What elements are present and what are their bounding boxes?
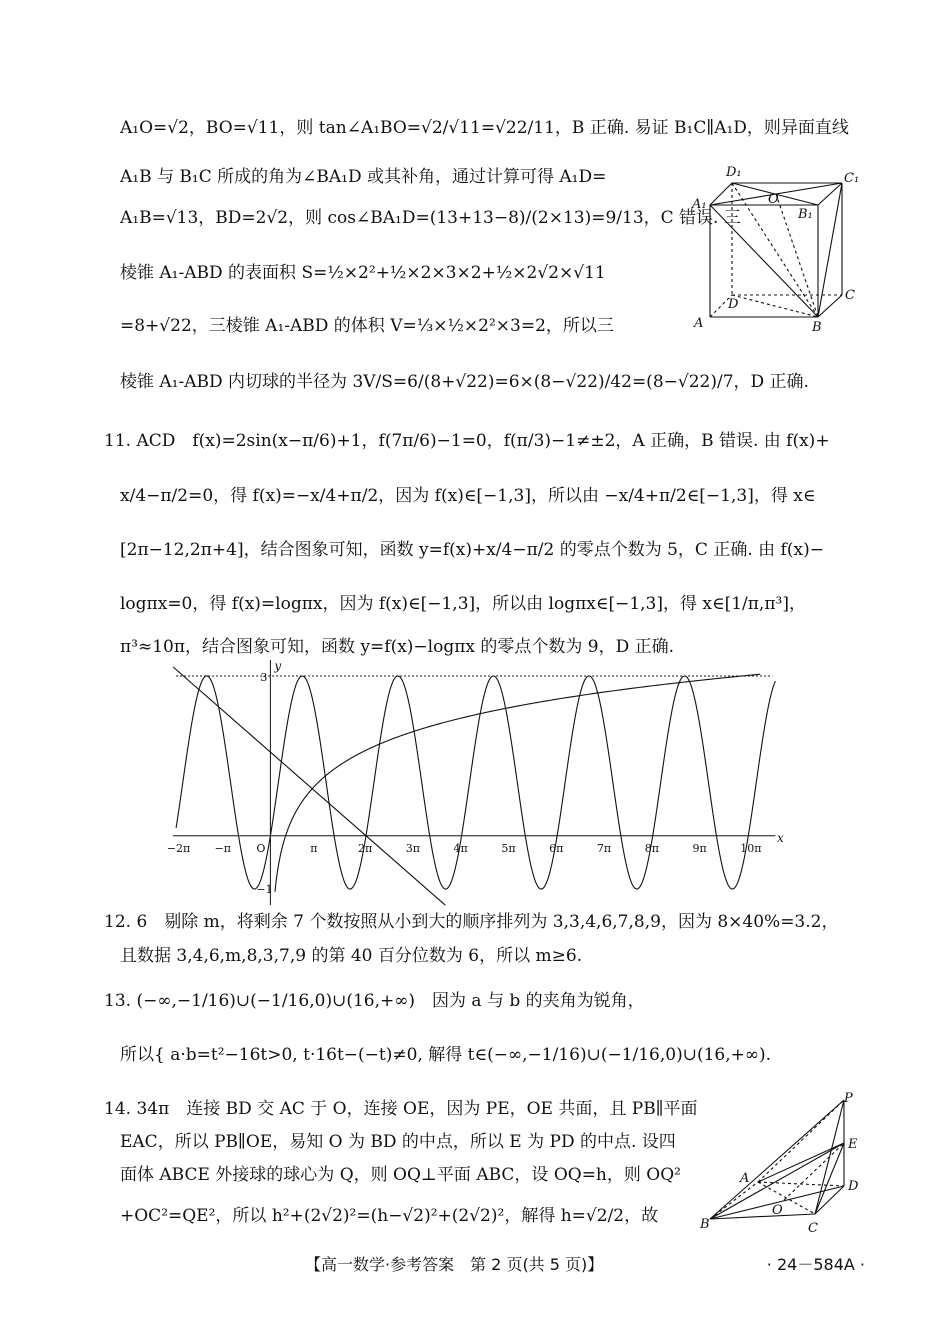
cube-label: D [728,297,739,312]
x-tick-label: 6π [549,841,564,855]
pyramid-label: D [848,1179,859,1194]
text-line-7: 11. ACD f(x)=2sin(x−π/6)+1，f(7π/6)−1=0，f(π/3)−1≠±2，A 正确，B 错误. 由 f(x)+ [104,431,830,451]
text-line-11: π³≈10π，结合图象可知，函数 y=f(x)−logπx 的零点个数为 9，D 正确. [120,637,675,657]
cube-label: C₁ [844,171,860,186]
footer-code: · 24－584A · [766,1255,865,1274]
x-tick-label: 10π [740,841,762,855]
text-line-9: [2π−12,2π+4]，结合图象可知，函数 y=f(x)+x/4−π/2 的零点个数为 5，C 正确. 由 f(x)− [120,540,824,560]
x-tick-label: 4π [453,841,468,855]
y-axis-label: y [274,659,282,673]
cube-figure [690,160,865,335]
text-line-4: 棱锥 A₁-ABD 的表面积 S=½×2²+½×2×3×2+½×2√2×√11 [120,263,606,283]
text-line-10: logπx=0，得 f(x)=logπx，因为 f(x)∈[−1,3]，所以由 logπx∈[−1,3]，得 x∈[1/π,π³]， [120,594,806,614]
pyramid-label: E [848,1137,858,1152]
x-tick-label: π [310,841,318,855]
pyramid-label: O [772,1203,783,1218]
x-tick-label: O [256,841,266,855]
x-tick-label: 2π [357,841,373,855]
y-tick-label: −1 [256,883,273,897]
pyramid-label: C [808,1221,818,1236]
cube-label: A [694,316,704,331]
cube-label: C [845,288,855,303]
text-line-13: 且数据 3,4,6,m,8,3,7,9 的第 40 百分位数为 6，所以 m≥6. [120,946,583,966]
cube-label: B [812,320,822,335]
y-tick-label: 3 [260,670,268,684]
text-line-3: A₁B=√13，BD=2√2，则 cos∠BA₁D=(13+13−8)/(2×13)=9/13，C 错误. 三 [120,208,741,228]
x-tick-label: −2π [166,841,191,855]
function-graph [166,659,784,905]
pyramid-label: P [844,1091,853,1106]
cube-label: A₁ [692,197,707,212]
text-line-5: =8+√22，三棱锥 A₁-ABD 的体积 V=⅓×½×2²×3=2，所以三 [120,316,614,336]
x-tick-label: 9π [692,841,707,855]
x-tick-label: 5π [501,841,516,855]
footer-title: 【高一数学·参考答案 第 2 页(共 5 页)】 [305,1255,604,1274]
text-line-18: 面体 ABCE 外接球的球心为 Q，则 OQ⊥平面 ABC，设 OQ=h，则 OQ² [120,1165,681,1185]
pyramid-label: A [740,1171,750,1186]
text-line-2: A₁B 与 B₁C 所成的角为∠BA₁D 或其补角，通过计算可得 A₁D= [120,167,607,187]
pyramid-label: B [700,1217,710,1232]
text-line-6: 棱锥 A₁-ABD 内切球的半径为 3V/S=6/(8+√22)=6×(8−√22)/42=(8−√22)/7，D 正确. [120,372,809,392]
x-tick-label: 3π [405,841,421,855]
text-line-16: 14. 34π 连接 BD 交 AC 于 O，连接 OE，因为 PE，OE 共面，且 PB∥平面 [104,1099,698,1119]
pyramid-figure [698,1090,868,1240]
text-line-19: +OC²=QE²，所以 h²+(2√2)²=(h−√2)²+(2√2)²，解得 h=√2/2，故 [120,1206,659,1226]
x-tick-label: 8π [644,841,659,855]
text-line-15: 所以{ a·b=t²−16t>0, t·16t−(−t)≠0, 解得 t∈(−∞,−1/16)∪(−1/16,0)∪(16,+∞). [120,1045,772,1065]
x-tick-label: −π [214,841,232,855]
series-sine [176,676,775,889]
cube-label: B₁ [798,207,813,222]
text-line-17: EAC，所以 PB∥OE，易知 O 为 BD 的中点，所以 E 为 PD 的中点. 设四 [120,1132,676,1152]
series-linear [173,667,445,905]
text-line-1: A₁O=√2，BO=√11，则 tan∠A₁BO=√2/√11=√22/11，B 正确. 易证 B₁C∥A₁D，则异面直线 [120,118,849,138]
cube-label: D₁ [726,165,742,180]
x-tick-label: 7π [596,841,612,855]
x-axis-label: x [776,830,784,845]
text-line-8: x/4−π/2=0，得 f(x)=−x/4+π/2，因为 f(x)∈[−1,3]，所以由 −x/4+π/2∈[−1,3]，得 x∈ [120,486,816,506]
text-line-14: 13. (−∞,−1/16)∪(−1/16,0)∪(16,+∞) 因为 a 与 b 的夹角为锐角， [104,991,645,1011]
text-line-12: 12. 6 剔除 m，将剩余 7 个数按照从小到大的顺序排列为 3,3,4,6,7,8,9，因为 8×40%=3.2， [104,912,839,932]
cube-label: O [768,192,779,207]
